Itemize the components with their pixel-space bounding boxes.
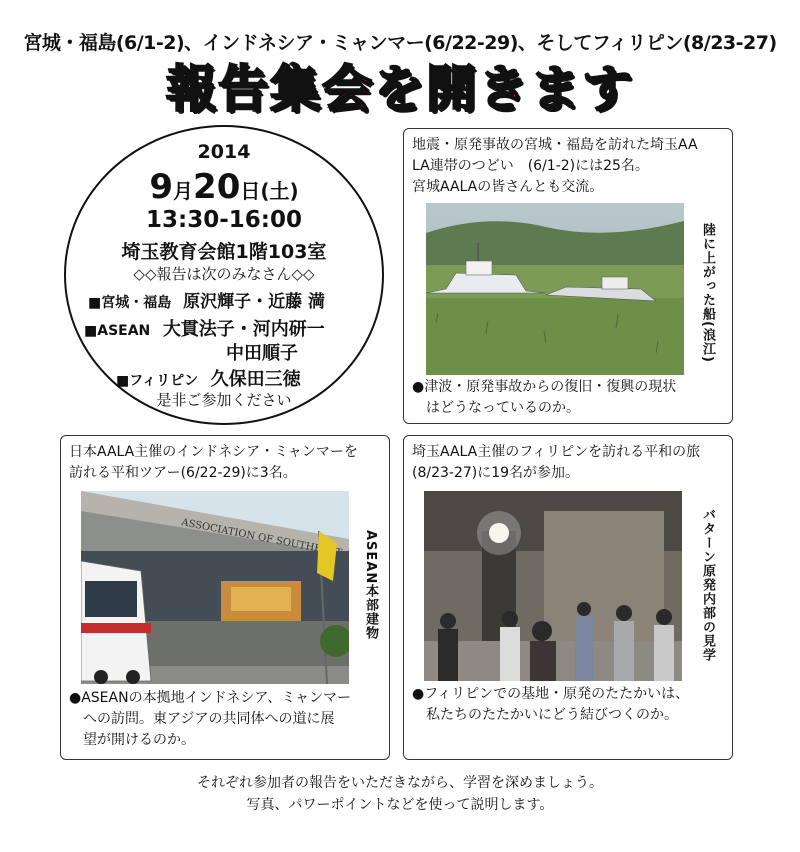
tohoku-line2: LA連帯のつどい (6/1-2)には25名。 <box>412 158 649 174</box>
tohoku-report-box <box>403 128 733 424</box>
event-info-circle <box>64 125 384 425</box>
photo-label: ASEAN本部建物 <box>363 530 378 641</box>
tohoku-caption1: ●津波・原発事故からの復旧・復興の現状 <box>412 379 677 395</box>
reporters-heading: ◇◇報告は次のみなさん◇◇ <box>133 265 315 283</box>
asean-line2: 訪れる平和ツアー(6/22-29)に3名。 <box>69 465 297 481</box>
event-time: 13:30-16:00 <box>146 207 302 233</box>
event-day: 20 <box>193 167 241 207</box>
invite-text: 是非ご参加ください <box>156 391 292 409</box>
photo-label: 陸に上がった船(浪江) <box>700 223 715 363</box>
asean-building-photo <box>81 491 349 684</box>
reporter-row <box>88 287 325 312</box>
nuclear-plant-photo <box>424 491 682 681</box>
reporter-region: ■ASEAN <box>84 323 151 339</box>
phil-line2: (8/23-27)に19名が参加。 <box>412 465 580 481</box>
event-weekday: (土) <box>260 179 299 203</box>
reporter-names: 原沢輝子・近藤 満 <box>183 292 325 312</box>
stranded-boat-photo <box>426 203 684 375</box>
tohoku-line1: 地震・原発事故の宮城・福島を訪れた埼玉AA <box>412 137 698 153</box>
philippines-report-box <box>403 435 733 760</box>
asean-line1: 日本AALA主催のインドネシア・ミャンマーを <box>69 444 358 460</box>
reporter-names: 大貫法子・河内研一 <box>162 319 325 340</box>
event-venue: 埼玉教育会館1階103室 <box>121 241 327 263</box>
day-suffix: 日 <box>240 179 261 203</box>
tohoku-line3: 宮城AALAの皆さんとも交流。 <box>412 179 604 195</box>
tohoku-caption2: はどうなっているのか。 <box>426 400 580 416</box>
phil-line1: 埼玉AALA主催のフィリピンを訪れる平和の旅 <box>412 444 701 460</box>
footer-line2: 写真、パワーポイントなどを使って説明します。 <box>246 797 554 813</box>
reporter-region: ■フィリピン <box>116 373 199 389</box>
reporter-region: ■宮城・福島 <box>88 295 172 311</box>
phil-caption1: ●フィリピンでの基地・原発のたたかいは、 <box>412 686 690 702</box>
asean-caption2: への訪問。東アジアの共同体への道に展 <box>83 711 335 727</box>
page-title: 報告集会を開きます <box>166 60 634 118</box>
event-month: 9 <box>149 167 174 207</box>
event-date <box>66 167 382 207</box>
asean-report-box <box>60 435 390 760</box>
phil-caption2: 私たちのたたかいにどう結びつくのか。 <box>426 707 678 723</box>
asean-caption3: 望が開けるのか。 <box>83 732 195 748</box>
event-year: 2014 <box>197 141 251 163</box>
reporter-row <box>84 315 325 341</box>
asean-caption1: ●ASEANの本拠地インドネシア、ミャンマー <box>69 690 352 706</box>
reporter-row <box>226 339 298 365</box>
photo-label: バターン原発内部の見学 <box>700 508 715 662</box>
reporter-names: 久保田三徳 <box>210 369 301 390</box>
reporter-row <box>116 365 301 391</box>
reporter-names: 中田順子 <box>226 343 298 364</box>
month-suffix: 月 <box>173 179 194 203</box>
footer-line1: それぞれ参加者の報告をいただきながら、学習を深めましょう。 <box>197 775 603 791</box>
subtitle: 宮城・福島(6/1-2)、インドネシア・ミャンマー(6/22-29)、そしてフィリピン(8/23-27) <box>23 32 777 54</box>
